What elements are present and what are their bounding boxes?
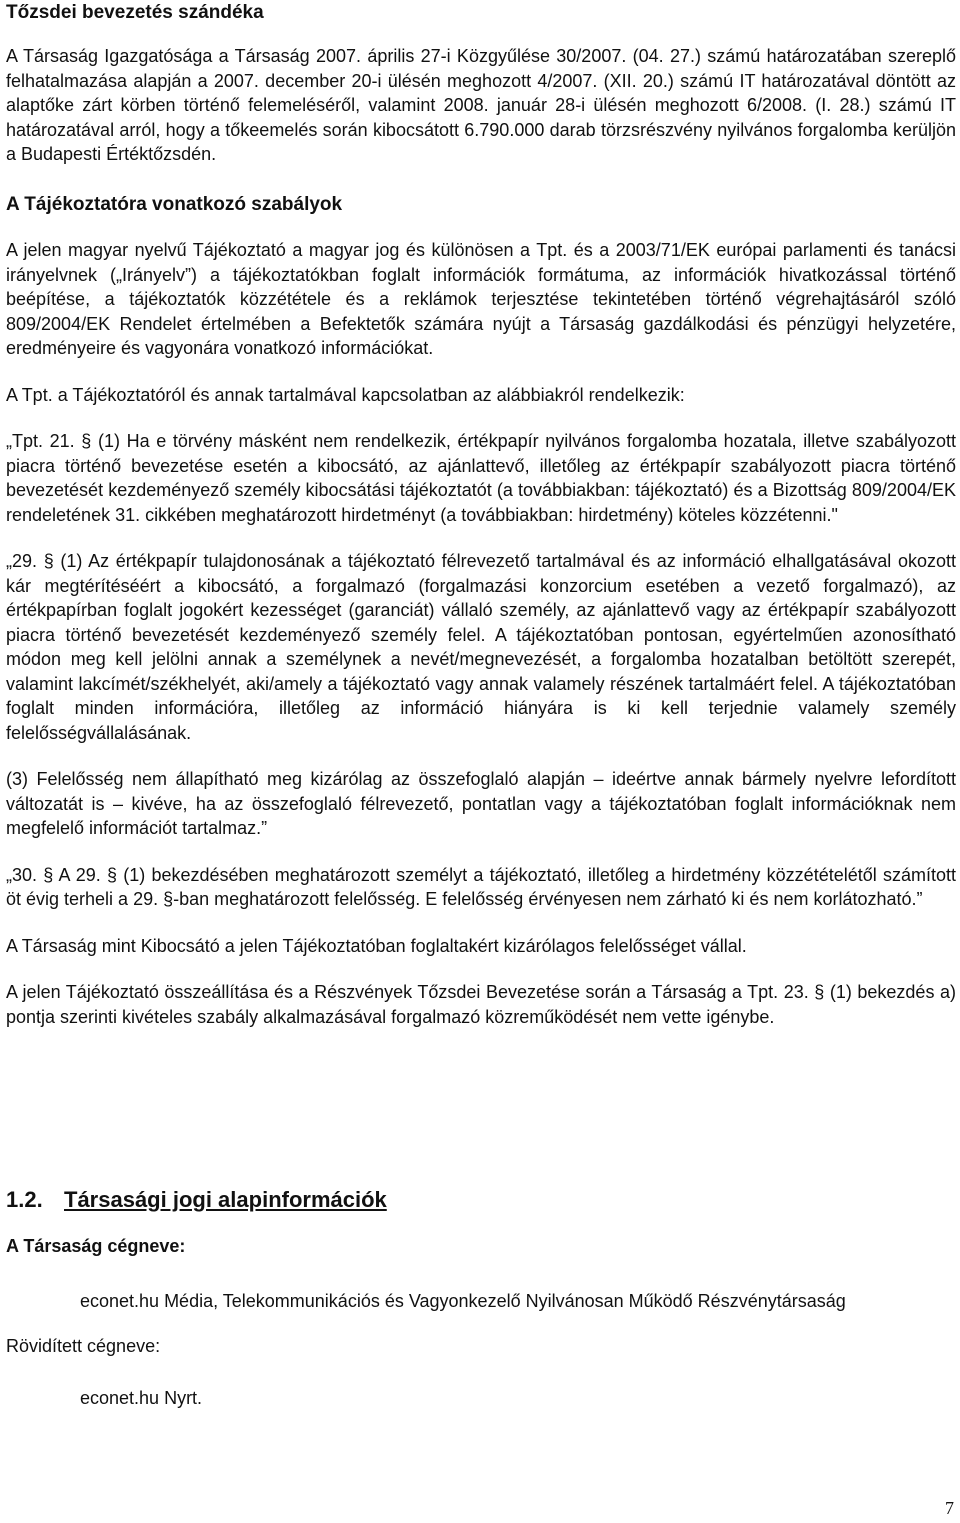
subsection-title: Társasági jogi alapinformációk [64,1187,387,1212]
short-name-value: econet.hu Nyrt. [80,1388,203,1408]
section-tarsasagi-jogi [6,1185,956,1411]
paragraph-tpt-intro: A Tpt. a Tájékoztatóról és annak tartalmával kapcsolatban az alábbiakról rendelkezik: [6,384,685,405]
subsection-heading [6,1185,956,1215]
section-tozsdei-bevezetes [6,0,956,167]
paragraph-tpt-29: „29. § (1) Az értékpapír tulajdonosának a tájékoztató félrevezető tartalmával és az információ elhallgatásával okozott kár megtérítéséért a kibocsátó, a forgalmazó (forgalmazási konzorcium esetében a vezető forgalmazó), az értékpapírban foglalt jogokért kezességet (garanciát) vállaló személy, az ajánlattevő vagy az értékpapír szabályozott piacra történő bevezetését kezdeményező személy felel. A tájékoztatóban pontosan, egyértelműen azonosítható módon meg kell jelölni annak a személynek a nevét/megnevezését, a forgalomba hozatalban betöltött szerepét, valamint lakcímét/székhelyét, aki/amely a tájékoztató vagy annak valamely részének tartalmáért felel. A tájékoztatóban foglalt minden információra, illetőleg az információ hiányára is ki kell terjednie valamely személy felelősségvállalásának. [6,551,956,743]
company-name-value: econet.hu Média, Telekommunikációs és Vagyonkezelő Nyilvánosan Működő Részvénytársaság [80,1291,846,1311]
paragraph-tpt-30: „30. § A 29. § (1) bekezdésében meghatározott személyt a tájékoztató, illetőleg a hirdetmény közzétételétől számított öt évig terheli a 29. §-ban meghatározott felelősség. E felelősség érvényesen nem zárható ki és nem korlátozható.” [6,864,956,909]
paragraph-intro: A Társaság Igazgatósága a Társaság 2007. április 27-i Közgyűlése 30/2007. (04. 27.) számú határozatában szereplő felhatalmazása alapján a 2007. december 20-i ülésén meghozott 4/2007. (XII. 20.) számú IT határozatával döntött az alaptőke zárt körben történő felemeléséről, valamint 2008. január 28-i ülésén meghozott 6/2008. (I. 28.) számú IT határozatával arról, hogy a tőkeemelés során kibocsátott 6.790.000 darab törzsrészvény nyilvános forgalomba kerüljön a Budapesti Értéktőzsdén. [6,46,956,164]
paragraph-tpt-21: „Tpt. 21. § (1) Ha e törvény másként nem rendelkezik, értékpapír nyilvános forgalomba hozatala, illetve szabályozott piacra történő bevezetése esetén a kibocsátó, az ajánlattevő, illetőleg az értékpapír szabályozott piacra történő bevezetését kezdeményező személy kibocsátási tájékoztatót (a továbbiakban: tájékoztató) és a Bizottság 809/2004/EK rendeletének 31. cikkében meghatározott hirdetményt (a továbbiakban: hirdetmény) köteles közzétenni." [6,431,956,525]
company-name-label: A Társaság cégneve: [6,1236,186,1256]
paragraph-tpt-29-3: (3) Felelősség nem állapítható meg kizárólag az összefoglaló alapján – ideértve annak bármely nyelvre lefordított változatát is – kivéve, ha az összefoglaló félrevezető, pontatlan vagy a tájékoztatóban foglalt információknak nem megfelelő információt tartalmaz.” [6,769,956,838]
paragraph-rules: A jelen magyar nyelvű Tájékoztató a magyar jog és különösen a Tpt. és a 2003/71/EK európai parlamenti és tanácsi irányelvnek („Irányelv”) a tájékoztatókban foglalt információk formátuma, az információk hivatkozással történő beépítése, a tájékoztatók közzététele és a reklámok terjesztése tekintetében történő végrehajtásáról szóló 809/2004/EK Rendelet értelmében a Befektetők számára nyújt a Társaság gazdálkodási és pénzügyi helyzetére, eredményeire és vagyonára vonatkozó információkat. [6,240,956,358]
paragraph-distributor: A jelen Tájékoztató összeállítása és a Részvények Tőzsdei Bevezetése során a Társaság a Tpt. 23. § (1) bekezdés a) pontja szerinti kivételes szabály alkalmazásával forgalmazó közreműködését nem vette igénybe. [6,982,956,1027]
section-title: Tőzsdei bevezetés szándéka [6,2,264,23]
page-number: 7 [945,1498,954,1518]
paragraph-responsibility: A Társaság mint Kibocsátó a jelen Tájékoztatóban foglaltakért kizárólagos felelősséget vállal. [6,935,747,956]
short-name-label: Rövidített cégneve: [6,1335,161,1356]
subsection-number: 1.2. [6,1187,43,1212]
section-title: A Tájékoztatóra vonatkozó szabályok [6,194,343,215]
section-tajekoztato-szabalyok [6,192,956,1029]
